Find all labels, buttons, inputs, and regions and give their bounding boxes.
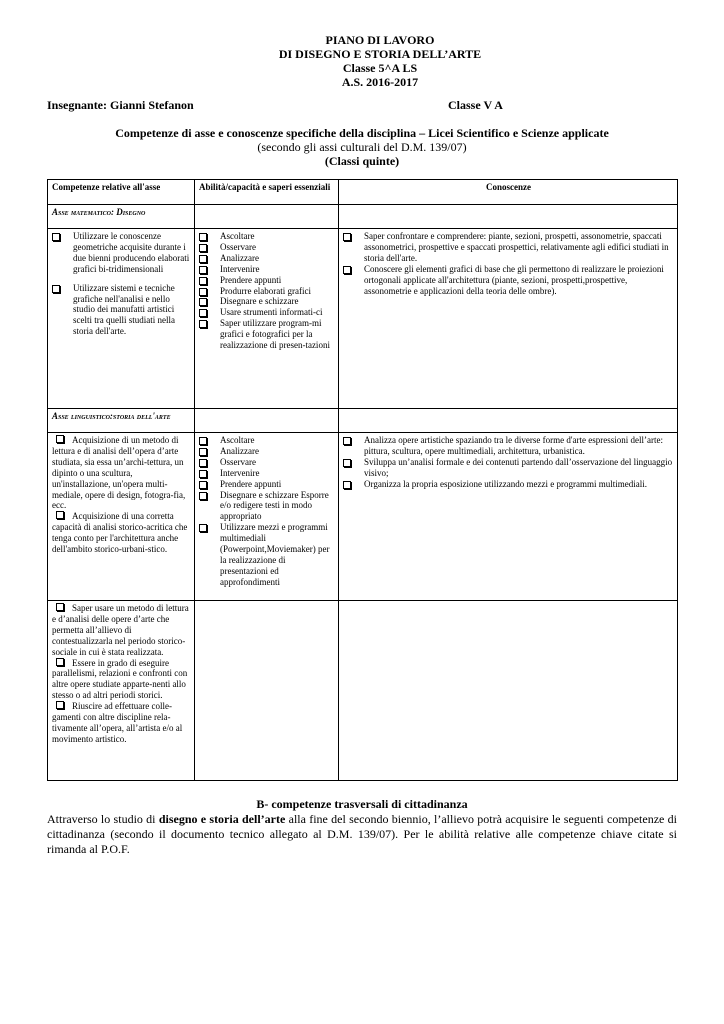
list-item: Prendere appunti (199, 275, 335, 286)
competences-subtitle: (secondo gli assi culturali del D.M. 139/07) (257, 140, 467, 154)
col-header-knowledge: Conoscenze (339, 180, 678, 205)
axis-empty-cell (195, 205, 339, 229)
checkbox-icon (56, 435, 64, 443)
list-item: Saper utilizzare program-mi grafici e fotografici per la realizzazione di presen-tazioni (199, 318, 335, 351)
checkbox-icon (199, 277, 207, 285)
cell-r2-knowledge (339, 433, 678, 601)
header-line-3: Classe 5^A LS (342, 61, 418, 75)
checkbox-icon (199, 244, 207, 252)
checkbox-icon (343, 266, 351, 274)
checkbox-icon (56, 658, 64, 666)
list-item: Sviluppa un’analisi formale e dei contenuti partendo dall’osservazione del linguaggio visivo; (343, 457, 674, 479)
cell-r2-competences (48, 433, 195, 601)
cell-r3-skills-empty (195, 601, 339, 781)
checkbox-icon (343, 481, 351, 489)
checkbox-icon (199, 492, 207, 500)
list-item: Osservare (199, 242, 335, 253)
competences-table (47, 179, 678, 781)
list-item: Utilizzare le conoscenze geometriche acquisite durante i due bienni producendo elaborati grafici bi-tridimensionali (52, 231, 191, 275)
checkbox-icon (199, 288, 207, 296)
checkbox-icon (343, 459, 351, 467)
list-item: Analizzare (199, 253, 335, 264)
list-item: Prendere appunti (199, 479, 335, 490)
checkbox-icon (52, 285, 60, 293)
checkbox-icon (199, 437, 207, 445)
list-item: Acquisizione di una corretta capacità di analisi storico-acritica che tenga conto per l'architettura anche dell'ambito storico-urbani-stico. (52, 511, 188, 555)
cell-r1-knowledge (339, 229, 678, 409)
checkbox-icon (52, 233, 60, 241)
list-item: Essere in grado di eseguire parallelismi, relazioni e confronti con altre opere studiate apparte-nenti allo stesso o ad altri periodi storici. (52, 657, 188, 701)
header-line-1: PIANO DI LAVORO (325, 33, 435, 47)
list-item: Analizza opere artistiche spaziando tra le diverse forme d'arte espressioni dell’arte: pittura, scultura, opere multimediali, architettura, urbanistica. (343, 435, 674, 457)
cell-r1-competences (48, 229, 195, 409)
cell-r3-competences (48, 601, 195, 781)
checkbox-icon (343, 233, 351, 241)
axis-empty-cell (339, 409, 678, 433)
checkbox-icon (56, 701, 64, 709)
table-header-row (48, 180, 678, 205)
teacher-name: Insegnante: Gianni Stefanon (47, 98, 194, 112)
col-header-skills: Abilità/capacità e saperi essenziali (195, 180, 339, 205)
header-line-2: DI DISEGNO E STORIA DELL’ARTE (278, 47, 482, 61)
document-header (230, 33, 530, 89)
list-item: Disegnare e schizzare Esporre e/o redigere testi in modo appropriato (199, 490, 335, 523)
checkbox-icon (199, 233, 207, 241)
class-label: Classe V A (448, 98, 503, 112)
checkbox-icon (199, 524, 207, 532)
list-item: Intervenire (199, 264, 335, 275)
cell-r1-skills (195, 229, 339, 409)
checkbox-icon (199, 481, 207, 489)
checkbox-icon (199, 459, 207, 467)
axis-label-language: Asse linguistico:storia dell'arte (48, 409, 195, 433)
list-item: Utilizzare mezzi e programmi multimediali (Powerpoint,Moviemaker) per la realizzazione di presentazioni ed approfondimenti (199, 522, 335, 587)
axis-empty-cell (195, 409, 339, 433)
cell-r3-knowledge-empty (339, 601, 678, 781)
checkbox-icon (199, 266, 207, 274)
checkbox-icon (56, 603, 64, 611)
checkbox-icon (199, 470, 207, 478)
list-item: Intervenire (199, 468, 335, 479)
table-row (48, 601, 678, 781)
checkbox-icon (199, 298, 207, 306)
cell-r2-skills (195, 433, 339, 601)
list-item: Conoscere gli elementi grafici di base che gli permettono di realizzare le proiezioni ortogonali applicate all'architettura (piante, sezioni, prospetti,prospettive, assonometrie e applicazioni della teoria delle ombre). (343, 264, 674, 297)
checkbox-icon (199, 309, 207, 317)
axis-row-language (48, 409, 678, 433)
list-item: Riuscire ad effettuare colle-gamenti con altre discipline rela-tivamente all’opera, all’artista e/o al movimento artistico. (52, 701, 183, 744)
list-item: Organizza la propria esposizione utilizzando mezzi e programmi multimediali. (343, 479, 674, 490)
list-item: Saper confrontare e comprendere: piante, sezioni, prospetti, assonometrie, spaccati assonometrici, prospettive e spaccati prospettici, relativamente agli edifici studiati in storia dell'arte. (343, 231, 674, 264)
competences-heading (0, 126, 724, 168)
list-item: Ascoltare (199, 231, 335, 242)
list-item: Utilizzare sistemi e tecniche grafiche nell'analisi e nello studio dei manufatti artistici scelti tra quelli studiati nella storia dell'arte. (52, 283, 191, 338)
competences-title: Competenze di asse e conoscenze specifiche della disciplina – Licei Scientifico e Scienze applicate (115, 126, 609, 140)
checkbox-icon (343, 437, 351, 445)
list-item: Analizzare (199, 446, 335, 457)
list-item: Saper usare un metodo di lettura e d’analisi delle opere d’arte che permetta all’allievo di contestualizzarla nel periodo storico-sociale in cui è stata realizzata. (52, 603, 189, 657)
list-item: Produrre elaborati grafici (199, 286, 335, 297)
competences-classes: (Classi quinte) (324, 154, 400, 168)
axis-row-math (48, 205, 678, 229)
list-item: Disegnare e schizzare (199, 296, 335, 307)
section-b (47, 797, 677, 857)
checkbox-icon (56, 511, 64, 519)
checkbox-icon (199, 448, 207, 456)
col-header-competences: Competenze relative all'asse (48, 180, 195, 205)
checkbox-icon (199, 255, 207, 263)
list-item: Acquisizione di un metodo di lettura e di analisi dell’opera d’arte studiata, sia essa un’archi-tettura, un dipinto o una scultura, un'installazione, un'opera multi-mediale, opere di design, fotogra-fia, ecc. (52, 435, 186, 511)
axis-label-math: Asse matematico: Disegno (48, 205, 195, 229)
section-b-title: B- competenze trasversali di cittadinanza (256, 797, 468, 811)
checkbox-icon (199, 320, 207, 328)
list-item: Usare strumenti informati-ci (199, 307, 335, 318)
table-row (48, 229, 678, 409)
section-b-text: Attraverso lo studio di disegno e storia dell’arte alla fine del secondo biennio, l’allievo potrà acquisire le seguenti competenze di cittadinanza (secondo il documento tecnico allegato al D.M. 139/07). Per le abilità relative alle competenze chiave citate si rimanda al P.O.F. (47, 812, 677, 856)
list-item: Ascoltare (199, 435, 335, 446)
table-row (48, 433, 678, 601)
header-line-4: A.S. 2016-2017 (341, 75, 419, 89)
axis-empty-cell (339, 205, 678, 229)
list-item: Osservare (199, 457, 335, 468)
